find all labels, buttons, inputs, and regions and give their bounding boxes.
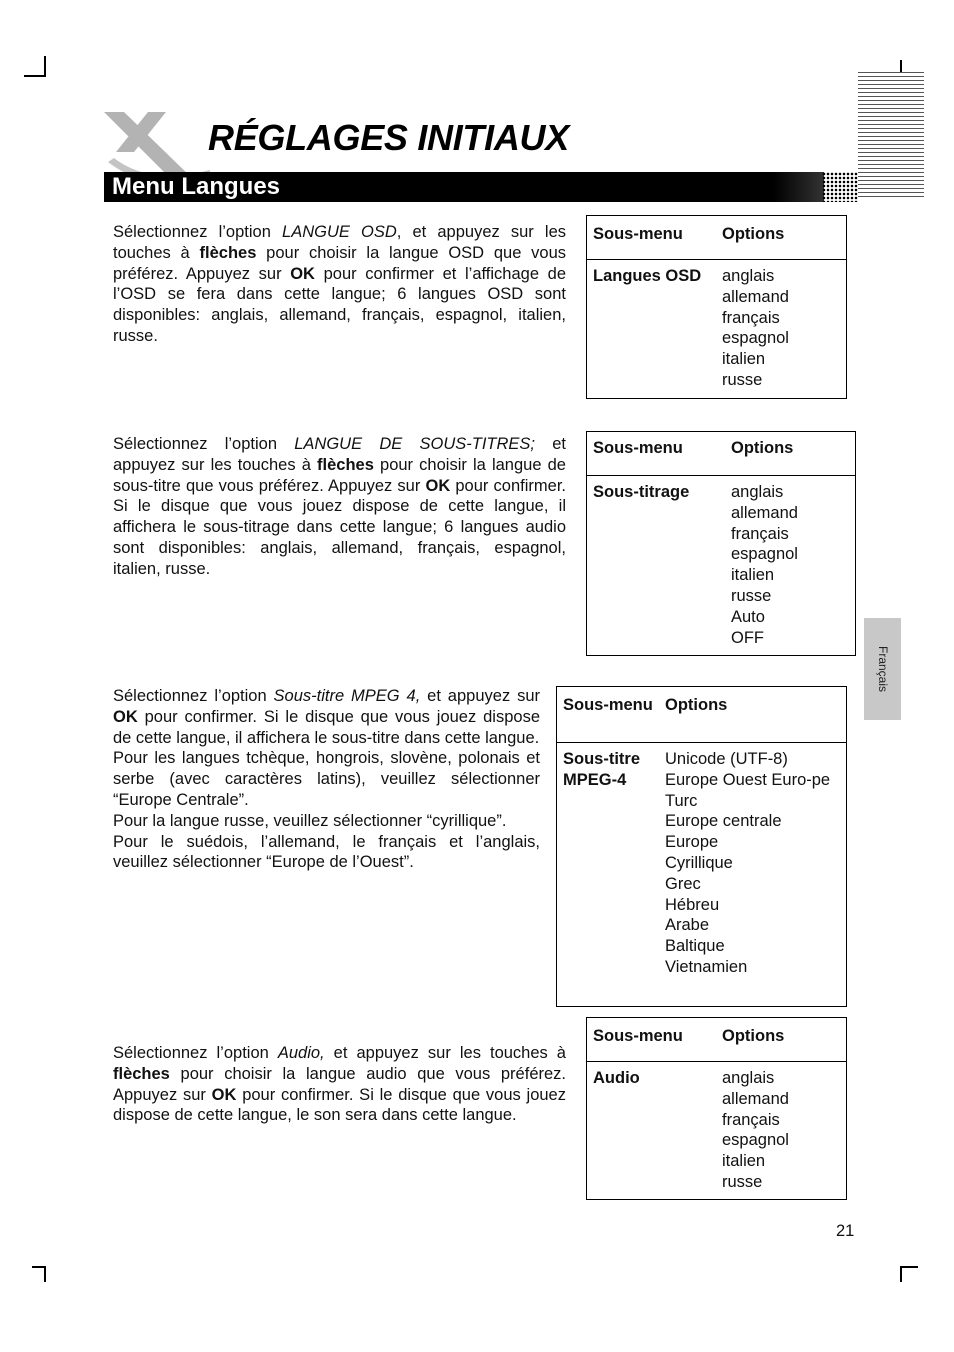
option-item: italien bbox=[722, 1152, 766, 1171]
paragraph: Pour les langues tchèque, hongrois, slovène, polonais et serbe (avec caractères latins), veuillez sélectionner “Europe Centrale”. bbox=[113, 749, 540, 809]
option-item: anglais bbox=[722, 267, 775, 285]
options-list bbox=[725, 476, 856, 656]
option-item: anglais bbox=[731, 483, 784, 501]
table-header-submenu: Sous-menu bbox=[593, 439, 683, 457]
text-run: Sélectionnez l’option bbox=[113, 435, 295, 453]
table-header-submenu: Sous-menu bbox=[593, 1027, 683, 1045]
option-item: Vietnamien bbox=[665, 957, 748, 976]
table-header-options: Options bbox=[722, 225, 785, 243]
text-bold: flèches bbox=[317, 455, 374, 474]
text-run: et appuyez sur les touches à bbox=[113, 435, 567, 474]
option-item: français bbox=[731, 524, 789, 543]
mpeg4-options-table bbox=[556, 686, 847, 1007]
option-item: russe bbox=[722, 1172, 763, 1191]
text-run: pour confirmer. Si le disque que vous jouez dispose de cette langue, le son sera dans cette langue. bbox=[113, 1085, 566, 1125]
text-run: Sélectionnez l’option bbox=[113, 223, 283, 241]
text-run: pour confirmer et l’affichage de l’OSD se fera dans cette langue; 6 langues OSD sont disponibles: anglais, allemand, français, espagnol, italien, russe. bbox=[113, 264, 566, 345]
option-item: russe bbox=[722, 370, 763, 389]
page-title: RÉGLAGES INITIAUX bbox=[208, 117, 569, 158]
crop-mark-top-left bbox=[24, 75, 46, 77]
text-bold: OK bbox=[425, 476, 451, 495]
option-item: italien bbox=[722, 350, 766, 369]
text-italic: LANGUE DE SOUS-TITRES; bbox=[294, 435, 536, 453]
brand-x-logo bbox=[100, 106, 210, 178]
paragraph: Pour la langue russe, veuillez sélectionner “cyrillique”. bbox=[113, 811, 507, 830]
audio-options-table bbox=[586, 1017, 847, 1200]
osd-options-table bbox=[586, 215, 847, 399]
text-bold: flèches bbox=[199, 243, 257, 262]
text-run: , et appuyez sur les touches à bbox=[113, 223, 567, 262]
text-run: pour choisir la langue OSD que vous préférez. Appuyez sur bbox=[113, 243, 567, 283]
section-audio-text bbox=[113, 1043, 566, 1126]
language-side-tab bbox=[864, 618, 901, 720]
option-item: allemand bbox=[731, 503, 798, 522]
section-osd-text bbox=[113, 222, 566, 347]
option-item: Hébreu bbox=[665, 895, 720, 914]
option-item: russe bbox=[731, 586, 772, 605]
option-item: Turc bbox=[665, 791, 698, 810]
header-dot-pattern bbox=[822, 172, 858, 202]
option-item: Cyrillique bbox=[665, 853, 733, 872]
option-item: allemand bbox=[722, 1089, 789, 1108]
option-item: italien bbox=[731, 566, 775, 585]
table-header-submenu: Sous-menu bbox=[593, 225, 683, 243]
section-title: Menu Langues bbox=[112, 173, 281, 200]
option-item: Europe Ouest Euro-pe bbox=[665, 770, 831, 789]
option-item: espagnol bbox=[731, 545, 798, 564]
option-item: Auto bbox=[731, 607, 765, 626]
submenu-name: Langues OSD bbox=[593, 267, 702, 285]
table-header-options: Options bbox=[665, 696, 728, 714]
option-item: anglais bbox=[722, 1069, 775, 1087]
option-item: français bbox=[722, 1110, 780, 1129]
submenu-name: Sous-titrage bbox=[593, 483, 690, 501]
submenu-name: Audio bbox=[593, 1069, 640, 1087]
text-run: pour confirmer. Si le disque que vous jouez dispose de cette langue, il affichera le sous-titre dans cette langue. bbox=[113, 707, 540, 747]
options-list bbox=[659, 743, 847, 1007]
option-item: Europe bbox=[665, 833, 719, 852]
text-run: pour choisir la langue de sous-titre que vous préférez. Appuyez sur bbox=[113, 455, 566, 495]
text-italic: LANGUE OSD bbox=[282, 223, 397, 241]
text-italic: Audio, bbox=[277, 1044, 325, 1062]
section-header-bar bbox=[104, 172, 824, 202]
page-number: 21 bbox=[836, 1222, 855, 1240]
text-bold: OK bbox=[211, 1085, 237, 1104]
option-item: Baltique bbox=[665, 937, 725, 956]
text-bold: OK bbox=[113, 707, 138, 726]
options-list bbox=[716, 1062, 847, 1200]
crop-mark-bottom-right bbox=[900, 1266, 902, 1282]
text-run: et appuyez sur bbox=[420, 687, 540, 705]
option-item: Arabe bbox=[665, 916, 710, 935]
text-bold: OK bbox=[290, 264, 315, 283]
paragraph: Pour le suédois, l’allemand, le français et l’anglais, veuillez sélectionner “Europe de l’Ouest”. bbox=[113, 832, 540, 872]
option-item: OFF bbox=[731, 628, 764, 647]
option-item: espagnol bbox=[722, 329, 789, 348]
option-item: Europe centrale bbox=[665, 812, 782, 831]
crop-mark-bottom-right bbox=[900, 1266, 918, 1268]
text-run: Sélectionnez l’option bbox=[113, 687, 274, 705]
text-run: et appuyez sur les touches à bbox=[324, 1044, 566, 1062]
text-bold: flèches bbox=[113, 1064, 170, 1083]
section-mpeg4-text bbox=[113, 686, 540, 873]
crop-mark-top-left bbox=[44, 56, 46, 76]
option-item: Unicode (UTF-8) bbox=[665, 750, 788, 768]
option-item: espagnol bbox=[722, 1131, 789, 1150]
submenu-name: Sous-titre MPEG-4 bbox=[563, 750, 641, 789]
side-tab-label: Français bbox=[875, 645, 890, 693]
paragraph bbox=[113, 686, 540, 748]
table-header-options: Options bbox=[731, 439, 794, 457]
decorative-stripes bbox=[858, 72, 924, 200]
text-italic: Sous-titre MPEG 4, bbox=[273, 687, 421, 705]
option-item: français bbox=[722, 308, 780, 327]
option-item: allemand bbox=[722, 287, 789, 306]
section-subtitles-text bbox=[113, 434, 566, 580]
option-item: Grec bbox=[665, 874, 701, 893]
table-header-submenu: Sous-menu bbox=[563, 696, 653, 714]
text-run: Sélectionnez l’option bbox=[113, 1044, 278, 1062]
subtitles-options-table bbox=[586, 431, 856, 656]
text-run: pour choisir la langue audio que vous préférez. Appuyez sur bbox=[113, 1064, 566, 1104]
text-run: pour confirmer. Si le disque que vous jouez dispose de cette langue, il affichera le sous-titrage dans cette langue; 6 langues audio sont disponibles: anglais, allemand, français, espagnol, italien, russe. bbox=[113, 476, 566, 578]
options-list bbox=[716, 260, 847, 399]
table-header-options: Options bbox=[722, 1027, 785, 1045]
crop-mark-bottom-left bbox=[44, 1266, 46, 1282]
